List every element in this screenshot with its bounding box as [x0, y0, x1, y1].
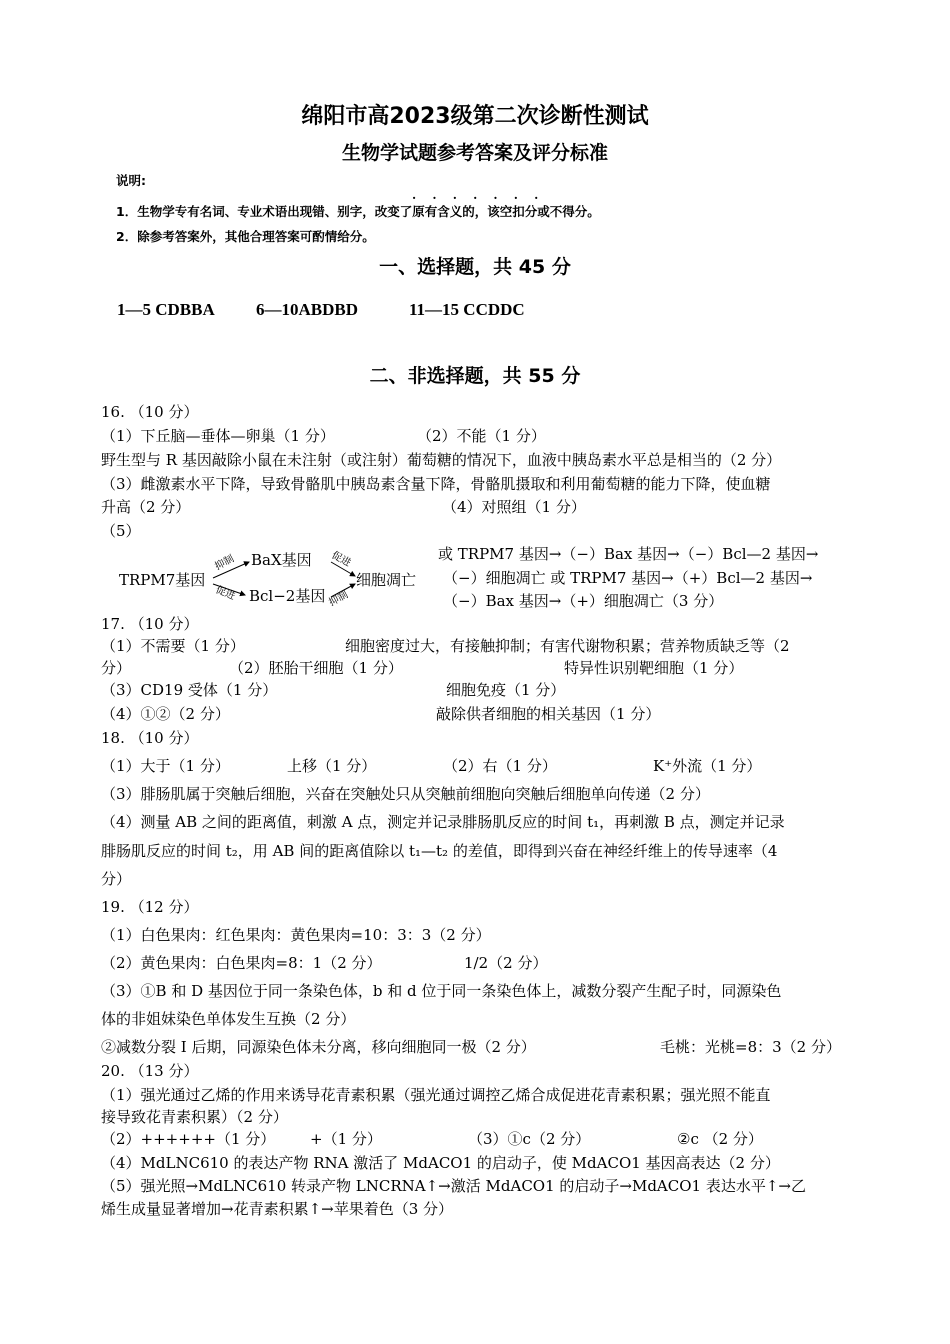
q19-answer-3b: ②减数分裂 I 后期，同源染色体未分离，移向细胞同一极（2 分） [101, 1038, 536, 1056]
diagram-label-promote-2: 促进 [329, 549, 353, 570]
mc-answers-1-5: 1—5 CDBBA [117, 300, 215, 319]
q18-answer-4-end: 分） [101, 870, 132, 888]
diagram-apoptosis: 细胞凋亡 [356, 571, 417, 589]
q18-answer-2: （2）右（1 分） [443, 757, 557, 775]
q16-answer-3-cont: 升高（2 分） [101, 498, 191, 516]
q19-answer-2b: 1/2（2 分） [464, 954, 548, 972]
section-1-heading: 一、选择题，共 45 分 [379, 256, 571, 278]
note-item-1: 1．生物学专有名词、专业术语出现错、别字，改变了原有含义的，该空扣分或不得分。 [116, 204, 600, 219]
q17-answer-4-method: 敲除供者细胞的相关基因（1 分） [436, 705, 661, 723]
section-2-heading: 二、非选择题，共 55 分 [369, 365, 581, 387]
page-subtitle: 生物学试题参考答案及评分标准 [341, 142, 608, 164]
page-title: 绵阳市高2023级第二次诊断性测试 [301, 104, 649, 129]
mc-answers-6-10: 6—10ABDBD [256, 300, 359, 319]
mc-answers-11-15: 11—15 CCDDC [409, 300, 525, 319]
q18-answer-3: （3）腓肠肌属于突触后细胞，兴奋在突触处只从突触前细胞向突触后细胞单向传递（2 分） [101, 785, 710, 803]
q20-header: 20. （13 分） [101, 1062, 199, 1080]
diagram-label-inhibit-2: 抑制 [327, 589, 351, 609]
q16-answer-5-alt-1: 或 TRPM7 基因→（−）Bax 基因→（−）Bcl—2 基因→ [438, 545, 819, 563]
diagram-bax-gene: BaX基因 [251, 551, 312, 569]
notes-label: 说明: [116, 173, 146, 188]
q20-answer-3b: ②c （2 分） [677, 1130, 763, 1148]
q17-answer-3-immunity: 细胞免疫（1 分） [446, 681, 566, 699]
q18-answer-1b: 上移（1 分） [287, 757, 377, 775]
q18-answer-2b: K⁺外流（1 分） [653, 757, 762, 775]
q20-answer-2b: +（1 分） [310, 1130, 382, 1148]
q17-answer-1-cont: 分） [101, 659, 132, 677]
q20-answer-5: （5）强光照→MdLNC610 转录产物 LNCRNA↑→激活 MdACO1 的启动子→MdACO1 表达水平↑→乙 [101, 1177, 806, 1195]
q20-answer-4: （4）MdLNC610 的表达产物 RNA 激活了 MdACO1 的启动子，使 MdACO1 基因高表达（2 分） [101, 1154, 780, 1172]
q17-answer-2: （2）胚胎干细胞（1 分） [229, 659, 403, 677]
q19-answer-1: （1）白色果肉：红色果肉：黄色果肉=10：3：3（2 分） [101, 926, 491, 944]
q17-answer-4: （4）①②（2 分） [101, 705, 230, 723]
q20-answer-5-cont: 烯生成量显著增加→花青素积累↑→苹果着色（3 分） [101, 1200, 454, 1218]
q20-answer-3a: （3）①c（2 分） [468, 1130, 591, 1148]
q16-pathway-diagram [115, 540, 430, 615]
q16-answer-2-detail: 野生型与 R 基因敲除小鼠在未注射（或注射）葡萄糖的情况下，血液中胰岛素水平总是相当的（2 分） [101, 451, 782, 469]
q20-answer-2: （2）++++++（1 分） [101, 1130, 276, 1148]
q16-answer-5-alt-2: （−）细胞凋亡 或 TRPM7 基因→（+）Bcl—2 基因→ [443, 569, 813, 587]
q18-answer-4-cont: 腓肠肌反应的时间 t₂，用 AB 间的距离值除以 t₁—t₂ 的差值，即得到兴奋在神经纤维上的传导速率（4 [101, 842, 778, 860]
q16-answer-3: （3）雌激素水平下降，导致骨骼肌中胰岛素含量下降，骨骼肌摄取和利用葡萄糖的能力下降，使血糖 [101, 475, 771, 493]
diagram-bcl2-gene: Bcl−2基因 [249, 587, 326, 605]
q19-answer-3: （3）①B 和 D 基因位于同一条染色体，b 和 d 位于同一条染色体上，减数分裂产生配子时，同源染色 [101, 982, 782, 1000]
q17-answer-1: （1）不需要（1 分） [101, 637, 245, 655]
q18-answer-4: （4）测量 AB 之间的距离值，刺激 A 点，测定并记录腓肠肌反应的时间 t₁，再刺激 B 点，测定并记录 [101, 813, 785, 831]
q18-answer-1: （1）大于（1 分） [101, 757, 230, 775]
q19-answer-3c: 毛桃：光桃=8：3（2 分） [660, 1038, 841, 1056]
q20-answer-1: （1）强光通过乙烯的作用来诱导花青素积累（强光通过调控乙烯合成促进花青素积累；强光照不能直 [101, 1086, 771, 1104]
q16-answer-4: （4）对照组（1 分） [442, 498, 586, 516]
q19-header: 19. （12 分） [101, 898, 199, 916]
q16-answer-2: （2）不能（1 分） [417, 427, 546, 445]
q16-header: 16. （10 分） [101, 403, 199, 421]
q16-answer-5-alt-3: （−）Bax 基因→（+）细胞凋亡（3 分） [443, 592, 724, 610]
diagram-label-promote-1: 促进 [213, 584, 237, 603]
q19-answer-3-cont: 体的非姐妹染色单体发生互换（2 分） [101, 1010, 356, 1028]
q20-answer-1-cont: 接导致花青素积累）（2 分） [101, 1108, 288, 1126]
q16-answer-1: （1）下丘脑—垂体—卵巢（1 分） [101, 427, 335, 445]
q17-answer-1-reason: 细胞密度过大，有接触抑制；有害代谢物积累；营养物质缺乏等（2 [345, 637, 790, 655]
q19-answer-2: （2）黄色果肉：白色果肉=8：1（2 分） [101, 954, 382, 972]
q17-answer-3: （3）CD19 受体（1 分） [101, 681, 278, 699]
note-item-2: 2．除参考答案外，其他合理答案可酌情给分。 [116, 229, 375, 244]
diagram-source-gene: TRPM7基因 [119, 571, 206, 589]
q16-answer-5-label: （5） [101, 522, 141, 540]
diagram-label-inhibit-1: 抑制 [213, 553, 237, 573]
emphasis-dots: . . . . . . . [412, 188, 545, 202]
q17-header: 17. （10 分） [101, 615, 199, 633]
q17-answer-2-function: 特异性识别靶细胞（1 分） [564, 659, 744, 677]
q18-header: 18. （10 分） [101, 729, 199, 747]
